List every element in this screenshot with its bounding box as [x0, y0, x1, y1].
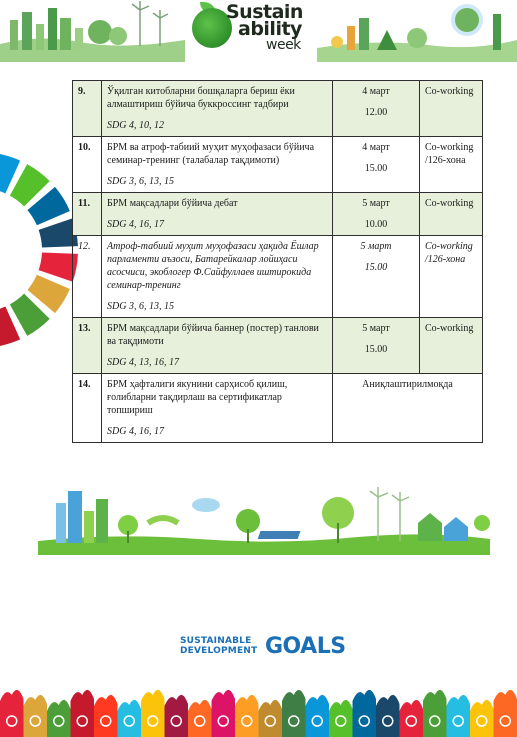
table-row: [73, 193, 483, 236]
sdg-strip-icon: [212, 690, 236, 737]
row-date: 5 март: [360, 241, 392, 252]
row-sdg: SDG 3, 6, 13, 15: [107, 176, 174, 187]
row-time: 15.00: [364, 344, 388, 355]
eco-illustration-right: [317, 0, 517, 62]
sdg-logo-small-line-2: DEVELOPMENT: [180, 646, 258, 656]
row-date: 5 март: [362, 198, 390, 209]
row-place: Co-working /126-хона: [420, 137, 483, 193]
sdg-strip-icon: [259, 700, 283, 737]
row-title: БРМ ва атроф-табиий муҳит муҳофазаси бўйича семинар-тренинг (талабалар тақдимоти): [107, 142, 315, 166]
row-number: 12.: [73, 236, 102, 318]
eco-city-illustration-left: [0, 0, 185, 62]
schedule-table: [72, 80, 483, 443]
sdg-strip-icon: [400, 700, 424, 737]
sdg-logo-small-line-1: SUSTAINABLE: [180, 636, 252, 646]
table-row: [73, 81, 483, 137]
sdg-strip-icon: [470, 700, 494, 737]
sdg-strip-icon: [188, 700, 212, 737]
row-number: 10.: [73, 137, 102, 193]
row-date: 4 март: [362, 142, 390, 153]
row-time: 15.00: [364, 163, 388, 174]
logo-line-2: ability: [238, 18, 302, 40]
row-time: 15.00: [364, 262, 388, 273]
sdg-strip-icon: [0, 690, 24, 737]
sdg-strip-icon: [47, 700, 71, 737]
sdg-strip-icon: [282, 690, 306, 737]
row-number: 9.: [73, 81, 102, 137]
sdg-icons-strip: [0, 677, 517, 737]
row-title: Атроф-табиий муҳит муҳофазаси ҳақида Ёшлар парламенти аъзоси, Батарейкалар лойиҳаси асосчиси, экоблогер Ф.Сайфуллаев иштирокида семинар-тренинг: [107, 241, 319, 291]
sdg-strip-icon: [329, 700, 353, 737]
header-banner: [0, 0, 517, 62]
sdg-logo-goals: GOALS: [265, 634, 346, 659]
sdg-strip-icon: [494, 690, 517, 737]
row-number: 13.: [73, 318, 102, 374]
sdg-strip-icon: [141, 690, 165, 737]
table-row: [73, 137, 483, 193]
row-title: БРМ ҳафталиги якунини сарҳисоб қилиш, ғолибларни тақдирлаш ва сертификатлар топшириш: [107, 379, 288, 416]
row-number: 14.: [73, 374, 102, 443]
table-row: [73, 318, 483, 374]
table-row: [73, 236, 483, 318]
row-title: БРМ мақсадлари бўйича дебат: [107, 198, 238, 209]
table-row: [73, 374, 483, 443]
logo-line-1: Sustain: [226, 1, 303, 23]
row-title: Ўқилган китобларни бошқаларга бериш ёки алмаштириш бўйича буккроссинг тадбири: [107, 86, 295, 110]
row-time: 10.00: [364, 219, 388, 230]
row-sdg: SDG 4, 16, 17: [107, 219, 164, 230]
sdg-wheel-graphic: [0, 150, 80, 350]
sdg-strip-icon: [423, 690, 447, 737]
row-sdg: SDG 4, 10, 12: [107, 120, 164, 131]
row-title: БРМ мақсадлари бўйича баннер (постер) танлови ва тақдимоти: [107, 323, 319, 347]
row-number: 11.: [73, 193, 102, 236]
row-place: Co-working: [420, 318, 483, 374]
row-place: Co-working /126-хона: [420, 236, 483, 318]
sdg-strip-icon: [353, 690, 377, 737]
row-date: 5 март: [362, 323, 390, 334]
sustainability-week-logo: [190, 2, 320, 58]
row-place: Co-working: [420, 193, 483, 236]
row-sdg: SDG 4, 16, 17: [107, 426, 164, 437]
row-status: Аниқлаштирилмоқда: [333, 374, 483, 443]
row-sdg: SDG 4, 13, 16, 17: [107, 357, 179, 368]
row-sdg: SDG 3, 6, 13, 15: [107, 301, 174, 312]
row-time: 12.00: [364, 107, 388, 118]
green-city-illustration: [38, 483, 490, 555]
logo-line-3: week: [266, 37, 301, 53]
row-date: 4 март: [362, 86, 390, 97]
sdg-strip-icon: [71, 690, 95, 737]
sdg-strip-icon: [118, 700, 142, 737]
row-place: Co-working: [420, 81, 483, 137]
